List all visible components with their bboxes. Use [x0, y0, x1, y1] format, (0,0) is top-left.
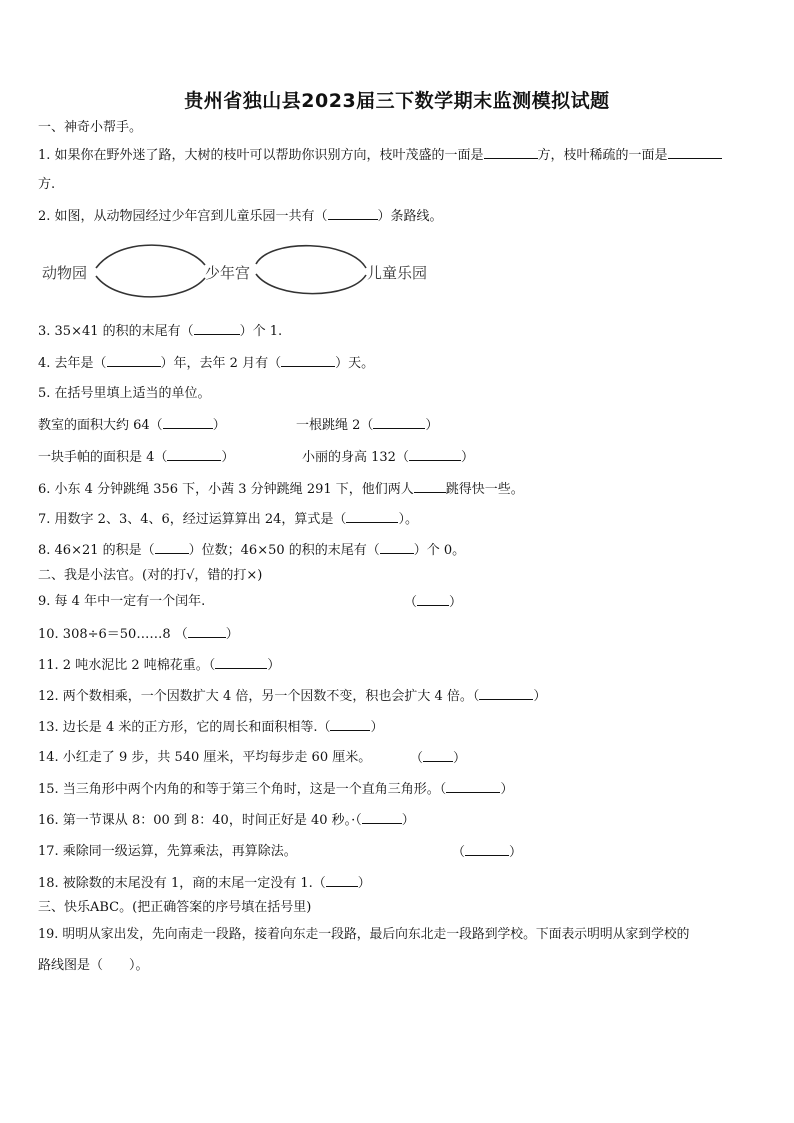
- answer-blank[interactable]: [215, 656, 267, 669]
- question-1-cont: 方.: [38, 177, 56, 192]
- paren-open: （: [410, 751, 424, 766]
- paren-close: ）: [212, 418, 226, 433]
- question-9-text: 9. 每 4 年中一定有一个闰年.: [38, 594, 206, 609]
- paren-close: ）: [460, 450, 474, 465]
- question-3-text-a: 3. 35×41 的积的末尾有（: [38, 324, 194, 339]
- question-14: [38, 749, 371, 767]
- route-zoo-palace-upper: [96, 245, 205, 268]
- question-7-text-b: ）。: [398, 512, 418, 527]
- question-5c: 一块手帕的面积是 4（: [38, 450, 168, 465]
- question-16: [38, 811, 415, 830]
- question-15: [38, 780, 513, 799]
- question-5b: 一根跳绳 2（: [296, 418, 374, 433]
- paren-close: ）: [267, 658, 281, 673]
- question-1-text-a: 1. 如果你在野外迷了路，大树的枝叶可以帮助你识别方向，枝叶茂盛的一面是: [38, 148, 484, 163]
- question-15-text: 15. 当三角形中两个内角的和等于第三个角时，这是一个直角三角形。（: [38, 782, 447, 797]
- question-7: [38, 510, 418, 529]
- question-5-row-2b: [302, 448, 474, 467]
- answer-blank[interactable]: [362, 811, 402, 824]
- answer-blank[interactable]: [281, 354, 335, 367]
- answer-blank[interactable]: [167, 448, 221, 461]
- answer-blank[interactable]: [330, 718, 370, 731]
- question-12: [38, 687, 546, 706]
- question-6-text-b: 跳得快一些。: [445, 482, 524, 497]
- question-5-row-2: [38, 448, 234, 467]
- paren-close: ）: [401, 813, 415, 828]
- question-19: 19. 明明从家出发，先向南走一段路，接着向东走一段路，最后向东北走一段路到学校。下面表示明明从家到学校的: [38, 927, 690, 942]
- youth-palace-label: 少年宫: [205, 264, 251, 282]
- answer-blank[interactable]: [414, 480, 446, 493]
- answer-blank[interactable]: [446, 780, 500, 793]
- paren-close: ）: [221, 450, 235, 465]
- paren-close: ）: [453, 751, 467, 766]
- question-8-text-a: 8. 46×21 的积是（: [38, 543, 155, 558]
- section-heading-2: 二、我是小法官。(对的打√，错的打×): [38, 568, 263, 583]
- question-12-text: 12. 两个数相乘，一个因数扩大 4 倍，另一个因数不变，积也会扩大 4 倍。（: [38, 689, 480, 704]
- question-13: [38, 718, 384, 737]
- question-17-answer: [452, 843, 522, 862]
- answer-blank[interactable]: [380, 541, 414, 554]
- question-10-text: 10. 308÷6＝50……8 （: [38, 627, 188, 642]
- route-lines: [0, 0, 794, 320]
- paren-open: （: [452, 845, 466, 860]
- question-4-text-c: ）天。: [335, 356, 375, 371]
- question-3: [38, 322, 282, 341]
- paren-close: ）: [509, 845, 523, 860]
- question-18: [38, 874, 371, 893]
- answer-blank[interactable]: [465, 843, 509, 856]
- answer-blank[interactable]: [326, 874, 358, 887]
- paren-close: ）: [225, 627, 239, 642]
- paren-close: ）: [500, 782, 514, 797]
- paren-close: ）: [425, 418, 439, 433]
- answer-blank[interactable]: [346, 510, 398, 523]
- childrens-park-label: 儿童乐园: [367, 264, 428, 282]
- question-5-title: 5. 在括号里填上适当的单位。: [38, 386, 211, 401]
- question-5-row-1b: [296, 416, 438, 435]
- question-2-text-a: 2. 如图，从动物园经过少年宫到儿童乐园一共有（: [38, 209, 328, 224]
- answer-blank[interactable]: [479, 687, 533, 700]
- question-5a: 教室的面积大约 64（: [38, 418, 163, 433]
- answer-blank[interactable]: [155, 541, 189, 554]
- question-5d: 小丽的身高 132（: [302, 450, 409, 465]
- question-3-text-b: ）个 1.: [239, 324, 283, 339]
- answer-blank[interactable]: [373, 416, 425, 429]
- answer-blank[interactable]: [423, 749, 453, 762]
- zoo-label: 动物园: [42, 264, 88, 282]
- question-18-text: 18. 被除数的末尾没有 1，商的末尾一定没有 1.（: [38, 876, 326, 891]
- route-palace-park-lower: [256, 274, 366, 294]
- paren-close: ）: [357, 876, 371, 891]
- question-17: [38, 843, 297, 861]
- answer-blank[interactable]: [409, 448, 461, 461]
- question-8: [38, 541, 465, 560]
- answer-blank[interactable]: [194, 322, 240, 335]
- question-14-answer: [410, 749, 466, 768]
- question-9-answer: [404, 593, 462, 612]
- question-19-cont: 路线图是（ ）。: [38, 958, 149, 973]
- question-8-text-c: ）个 0。: [413, 543, 466, 558]
- question-8-text-b: ）位数；46×50 的积的末尾有（: [188, 543, 380, 558]
- answer-blank[interactable]: [417, 593, 449, 606]
- page-title: 贵州省独山县2023届三下数学期末监测模拟试题: [184, 90, 610, 112]
- route-zoo-palace-lower: [96, 276, 205, 297]
- question-5-row-1: [38, 416, 226, 435]
- question-7-text-a: 7. 用数字 2、3、4、6，经过运算算出 24，算式是（: [38, 512, 347, 527]
- question-6-text-a: 6. 小东 4 分钟跳绳 356 下，小茜 3 分钟跳绳 291 下，他们两人: [38, 482, 414, 497]
- question-4-text-a: 4. 去年是（: [38, 356, 107, 371]
- question-4-text-b: ）年，去年 2 月有（: [160, 356, 282, 371]
- question-4: [38, 354, 374, 373]
- answer-blank[interactable]: [107, 354, 161, 367]
- question-10: [38, 625, 239, 644]
- question-16-text: 16. 第一节课从 8：00 到 8：40，时间正好是 40 秒。·（: [38, 813, 362, 828]
- answer-blank[interactable]: [163, 416, 213, 429]
- question-2-text-b: ）条路线。: [377, 209, 443, 224]
- question-1-text-b: 方，枝叶稀疏的一面是: [537, 148, 668, 163]
- section-heading-3: 三、快乐ABC。(把正确答案的序号填在括号里): [38, 900, 312, 915]
- question-14-text: 14. 小红走了 9 步，共 540 厘米，平均每步走 60 厘米。: [38, 750, 372, 765]
- question-17-text: 17. 乘除同一级运算，先算乘法，再算除法。: [38, 844, 297, 859]
- paren-close: ）: [370, 720, 384, 735]
- question-11-text: 11. 2 吨水泥比 2 吨棉花重。（: [38, 658, 216, 673]
- answer-blank[interactable]: [188, 625, 226, 638]
- paren-close: ）: [449, 595, 463, 610]
- paren-close: ）: [533, 689, 547, 704]
- section-heading-1: 一、神奇小帮手。: [38, 120, 143, 135]
- question-9: [38, 593, 205, 611]
- question-13-text: 13. 边长是 4 米的正方形，它的周长和面积相等.（: [38, 720, 331, 735]
- route-palace-park-upper: [256, 246, 366, 268]
- question-6: [38, 480, 524, 499]
- question-11: [38, 656, 280, 675]
- paren-open: （: [404, 595, 418, 610]
